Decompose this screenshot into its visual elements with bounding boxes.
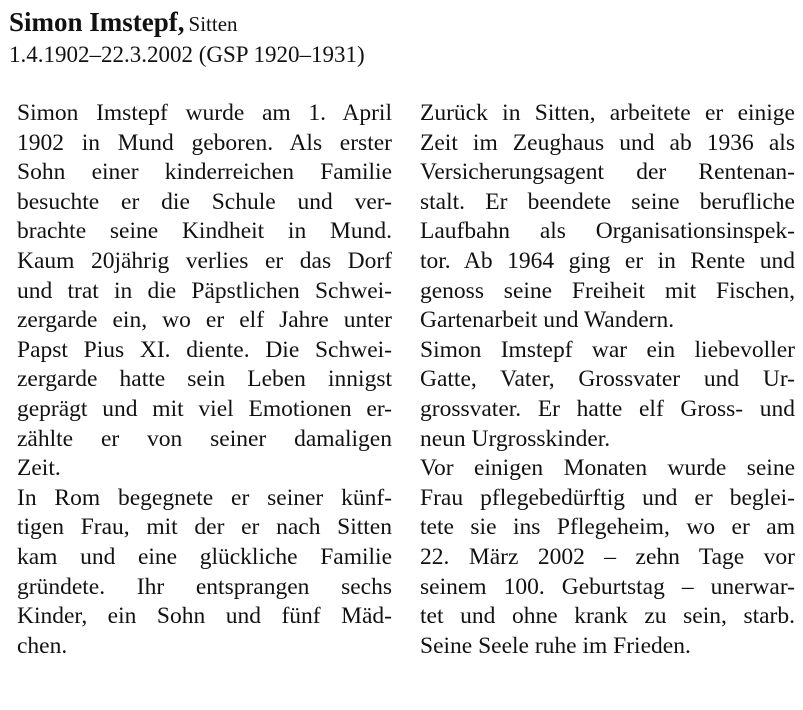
text-line: In Rom begegnete er seiner künf- bbox=[17, 484, 392, 511]
text-line: tigen Frau, mit der er nach Sitten bbox=[17, 514, 392, 541]
text-line: Papst Pius XI. diente. Die Schwei- bbox=[17, 336, 392, 363]
text-line: Simon Imstepf wurde am 1. April bbox=[17, 100, 392, 126]
text-line: zählte er von seiner damaligen bbox=[17, 425, 392, 452]
text-line: seinem 100. Geburtstag – unerwar- bbox=[420, 573, 795, 600]
text-line: kam und eine glückliche Familie bbox=[17, 543, 392, 570]
text-line: Kinder, ein Sohn und fünf Mäd- bbox=[17, 603, 392, 630]
text-line: chen. bbox=[17, 632, 68, 659]
text-line: genoss seine Freiheit mit Fischen, bbox=[420, 277, 795, 304]
text-line: Zeit. bbox=[17, 455, 61, 482]
text-line: tor. Ab 1964 ging er in Rente und bbox=[420, 247, 795, 274]
text-line: Kaum 20jährig verlies er das Dorf bbox=[17, 247, 392, 274]
text-line: Zurück in Sitten, arbeitete er einige bbox=[420, 100, 795, 126]
text-line: tete sie ins Pflegeheim, wo er am bbox=[420, 514, 795, 541]
text-line: Gartenarbeit und Wandern. bbox=[420, 307, 675, 334]
text-line: Gatte, Vater, Grossvater und Ur- bbox=[420, 366, 795, 393]
text-line: Laufbahn als Organisationsinspek- bbox=[420, 218, 795, 245]
text-line: zergarde ein, wo er elf Jahre unter bbox=[17, 307, 392, 334]
text-line: Sohn einer kinderreichen Familie bbox=[17, 159, 392, 186]
text-line: Seine Seele ruhe im Frieden. bbox=[420, 632, 691, 659]
text-line: brachte seine Kindheit in Mund. bbox=[17, 218, 392, 245]
text-column-left bbox=[17, 99, 392, 661]
text-line: zergarde hatte sein Leben innigst bbox=[17, 366, 392, 393]
text-line: Simon Imstepf war ein liebevoller bbox=[420, 336, 795, 363]
text-line: und trat in die Päpstlichen Schwei- bbox=[17, 277, 392, 304]
text-line: Zeit im Zeughaus und ab 1936 als bbox=[420, 129, 795, 156]
text-line: besuchte er die Schule und ver- bbox=[17, 188, 392, 215]
title-line bbox=[9, 4, 789, 40]
life-dates: 1.4.1902–22.3.2002 (GSP 1920–1931) bbox=[9, 42, 365, 67]
text-line: tet und ohne krank zu sein, starb. bbox=[420, 603, 795, 630]
text-line: gründete. Ihr entsprangen sechs bbox=[17, 573, 392, 600]
text-line: grossvater. Er hatte elf Gross- und bbox=[420, 395, 795, 422]
text-line: 1902 in Mund geboren. Als erster bbox=[17, 129, 392, 156]
obituary-header bbox=[9, 4, 789, 70]
text-line: geprägt und mit viel Emotionen er- bbox=[17, 395, 392, 422]
place-of-residence: Sitten bbox=[188, 12, 238, 36]
text-line: Versicherungsagent der Rentenan- bbox=[420, 159, 795, 186]
text-line: Vor einigen Monaten wurde seine bbox=[420, 455, 795, 482]
person-name: Simon Imstepf, bbox=[9, 7, 185, 37]
text-line: stalt. Er beendete seine berufliche bbox=[420, 188, 795, 215]
text-line: Frau pflegebedürftig und er beglei- bbox=[420, 484, 795, 511]
text-line: 22. März 2002 – zehn Tage vor bbox=[420, 543, 795, 570]
text-line: neun Urgrosskinder. bbox=[420, 425, 611, 452]
text-column-right bbox=[420, 99, 795, 661]
